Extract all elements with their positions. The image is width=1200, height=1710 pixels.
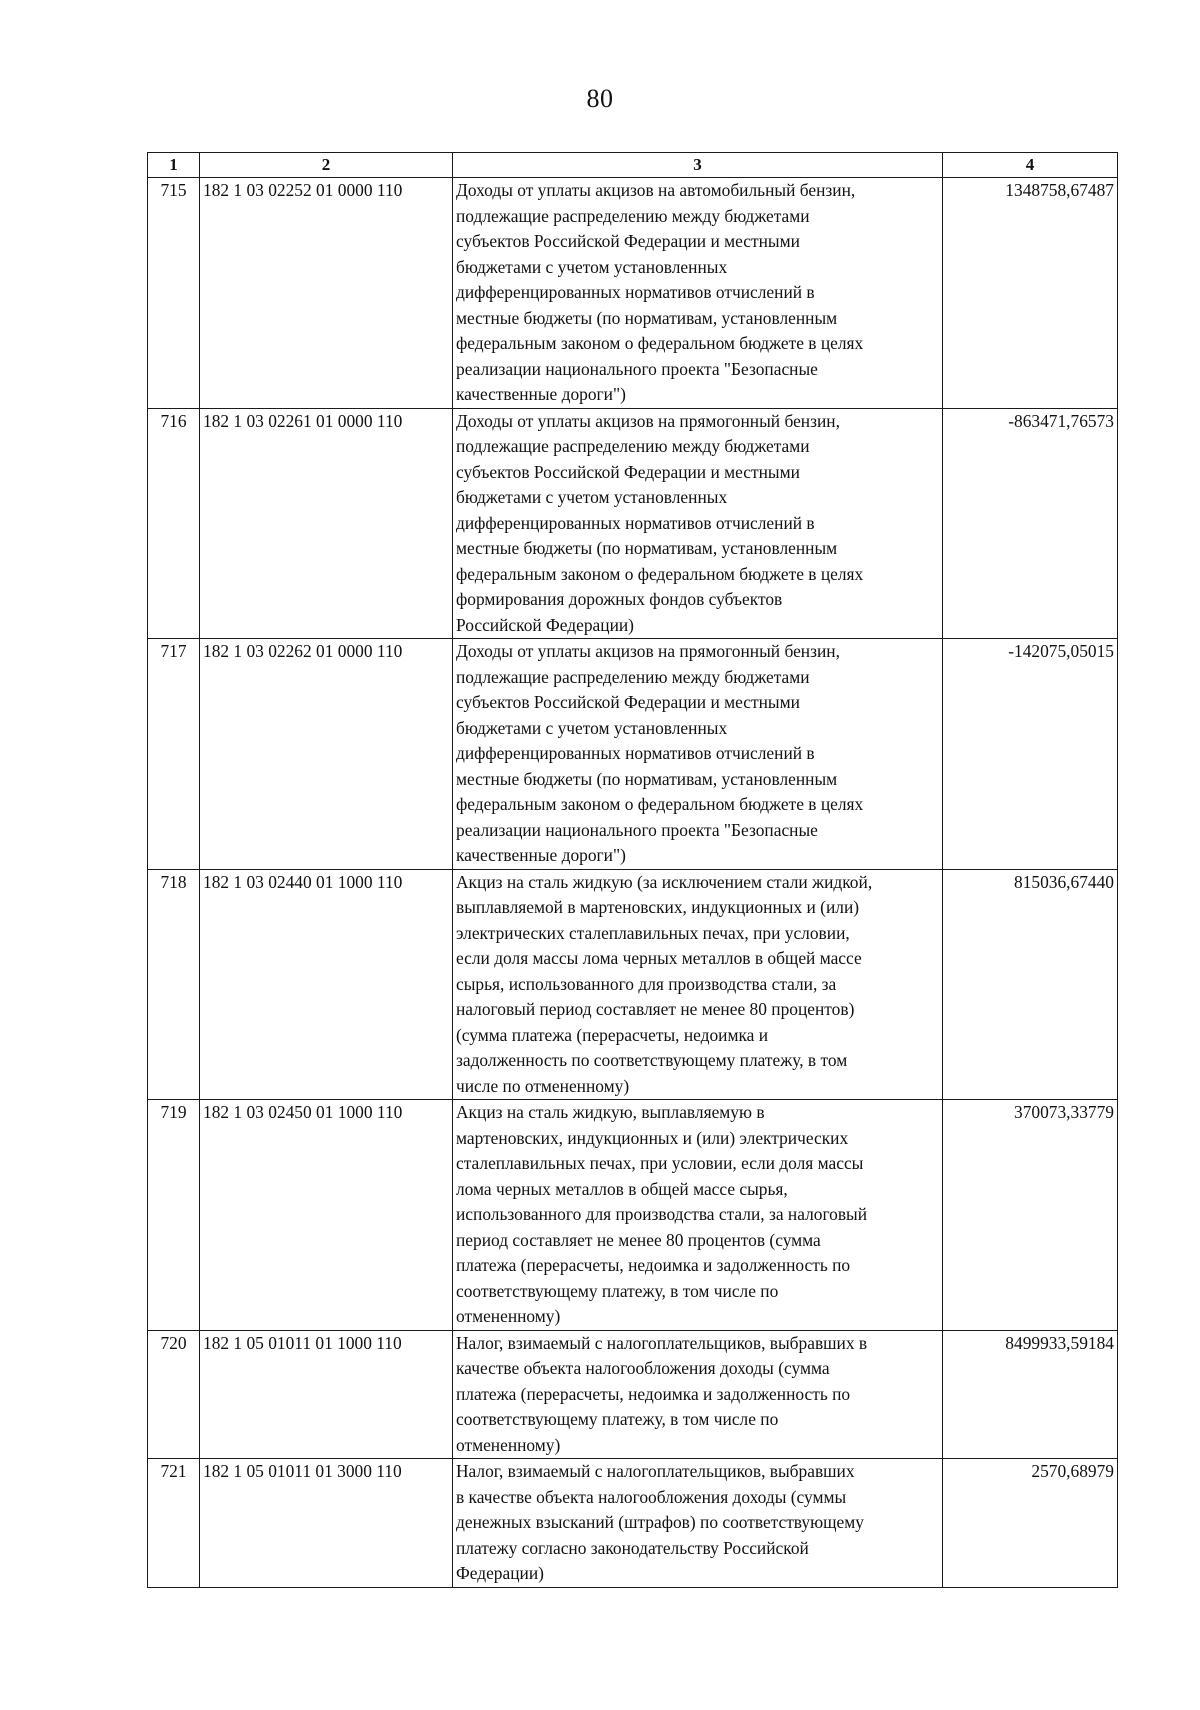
- description-cell: [453, 1100, 943, 1331]
- description-line: бюджетами с учетом установленных: [456, 717, 728, 738]
- description-line: Федерации): [456, 1563, 544, 1583]
- description-line: числе по отмененному): [456, 1075, 630, 1096]
- table-body: [148, 178, 1118, 1588]
- budget-code-cell: 182 1 03 02262 01 0000 110: [200, 639, 453, 870]
- description-line: местные бюджеты (по нормативам, установленным: [456, 768, 838, 789]
- description-line: субъектов Российской Федерации и местными: [456, 231, 800, 251]
- description-line: бюджетами с учетом установленных: [456, 487, 728, 507]
- budget-code-cell: 182 1 03 02252 01 0000 110: [200, 178, 453, 409]
- description-line: (сумма платежа (перерасчеты, недоимка и: [456, 1024, 769, 1045]
- description-line: качественные дороги"): [456, 384, 626, 404]
- row-number-cell: 721: [148, 1459, 200, 1588]
- description-line: использованного для производства стали, за налоговый: [456, 1204, 868, 1224]
- amount-cell: 1348758,67487: [943, 178, 1118, 409]
- row-number-cell: 719: [148, 1100, 200, 1331]
- description-line: Акциз на сталь жидкую (за исключением стали жидкой,: [456, 871, 873, 892]
- description-line: период составляет не менее 80 процентов (сумма: [456, 1229, 821, 1250]
- description-line: подлежащие распределению между бюджетами: [456, 666, 810, 687]
- table-row: [148, 1330, 1118, 1459]
- amount-cell: -142075,05015: [943, 639, 1118, 870]
- description-line: сталеплавильных печах, при условии, если доля массы: [456, 1153, 864, 1173]
- description-cell: [453, 178, 943, 409]
- table-row: [148, 178, 1118, 409]
- description-line: Налог, взимаемый с налогоплательщиков, выбравших в: [456, 1332, 868, 1353]
- description-line: задолженность по соответствующему платежу, в том: [456, 1050, 848, 1070]
- table-row: [148, 639, 1118, 870]
- description-line: федеральным законом о федеральном бюджете в целях: [456, 794, 864, 814]
- description-line: федеральным законом о федеральном бюджете в целях: [456, 563, 864, 584]
- amount-cell: 2570,68979: [943, 1459, 1118, 1588]
- budget-code-cell: 182 1 05 01011 01 1000 110: [200, 1330, 453, 1459]
- description-line: соответствующему платежу, в том числе по: [456, 1409, 779, 1429]
- description-line: Доходы от уплаты акцизов на автомобильный бензин,: [456, 180, 856, 200]
- description-line: подлежащие распределению между бюджетами: [456, 436, 810, 456]
- description-line: платежа (перерасчеты, недоимка и задолженность по: [456, 1255, 851, 1275]
- description-cell: [453, 408, 943, 639]
- description-line: формирования дорожных фондов субъектов: [456, 589, 783, 609]
- amount-cell: 370073,33779: [943, 1100, 1118, 1331]
- description-line: бюджетами с учетом установленных: [456, 256, 728, 277]
- row-number-cell: 717: [148, 639, 200, 870]
- description-line: соответствующему платежу, в том числе по: [456, 1280, 779, 1301]
- budget-code-cell: 182 1 03 02450 01 1000 110: [200, 1100, 453, 1331]
- description-line: реализации национального проекта "Безопасные: [456, 819, 818, 840]
- amount-cell: -863471,76573: [943, 408, 1118, 639]
- description-line: налоговый период составляет не менее 80 процентов): [456, 999, 855, 1019]
- description-cell: [453, 639, 943, 870]
- column-header-1: 1: [148, 153, 200, 178]
- table-row: [148, 408, 1118, 639]
- budget-code-cell: 182 1 05 01011 01 3000 110: [200, 1459, 453, 1588]
- description-line: Доходы от уплаты акцизов на прямогонный бензин,: [456, 410, 840, 431]
- description-line: если доля массы лома черных металлов в общей массе: [456, 948, 862, 968]
- description-line: выплавляемой в мартеновских, индукционных и (или): [456, 897, 860, 917]
- description-line: электрических сталеплавильных печах, при условии,: [456, 922, 850, 943]
- budget-code-cell: 182 1 03 02261 01 0000 110: [200, 408, 453, 639]
- row-number-cell: 718: [148, 869, 200, 1100]
- description-line: в качестве объекта налогообложения доходы (суммы: [456, 1486, 847, 1507]
- description-line: Доходы от уплаты акцизов на прямогонный бензин,: [456, 641, 840, 661]
- description-line: денежных взысканий (штрафов) по соответствующему: [456, 1512, 864, 1532]
- description-line: субъектов Российской Федерации и местными: [456, 692, 800, 712]
- row-number-cell: 720: [148, 1330, 200, 1459]
- description-line: подлежащие распределению между бюджетами: [456, 205, 810, 226]
- revenue-table: [147, 152, 1118, 1588]
- table-header-row: [148, 153, 1118, 178]
- description-line: лома черных металлов в общей массе сырья,: [456, 1178, 788, 1199]
- description-line: платежа (перерасчеты, недоимка и задолженность по: [456, 1383, 851, 1404]
- description-line: платежу согласно законодательству Российской: [456, 1537, 809, 1558]
- description-line: качестве объекта налогообложения доходы (сумма: [456, 1358, 830, 1378]
- description-line: отмененному): [456, 1306, 561, 1326]
- description-line: реализации национального проекта "Безопасные: [456, 358, 818, 379]
- column-header-3: 3: [453, 153, 943, 178]
- description-line: Российской Федерации): [456, 614, 634, 635]
- amount-cell: 815036,67440: [943, 869, 1118, 1100]
- description-line: местные бюджеты (по нормативам, установленным: [456, 538, 838, 558]
- page-number: 80: [586, 84, 614, 113]
- description-line: качественные дороги"): [456, 845, 626, 865]
- table-row: [148, 869, 1118, 1100]
- description-line: отмененному): [456, 1434, 561, 1455]
- description-line: местные бюджеты (по нормативам, установленным: [456, 307, 838, 328]
- amount-cell: 8499933,59184: [943, 1330, 1118, 1459]
- description-line: дифференцированных нормативов отчислений в: [456, 743, 815, 763]
- table-row: [148, 1100, 1118, 1331]
- budget-code-cell: 182 1 03 02440 01 1000 110: [200, 869, 453, 1100]
- description-line: сырья, использованного для производства стали, за: [456, 973, 837, 994]
- column-header-2: 2: [200, 153, 453, 178]
- description-line: дифференцированных нормативов отчислений в: [456, 282, 815, 302]
- row-number-cell: 716: [148, 408, 200, 639]
- description-cell: [453, 1330, 943, 1459]
- description-line: субъектов Российской Федерации и местными: [456, 461, 800, 482]
- description-line: Налог, взимаемый с налогоплательщиков, выбравших: [456, 1461, 855, 1481]
- description-line: Акциз на сталь жидкую, выплавляемую в: [456, 1102, 765, 1122]
- table-row: [148, 1459, 1118, 1588]
- description-line: мартеновских, индукционных и (или) электрических: [456, 1127, 849, 1148]
- description-line: федеральным законом о федеральном бюджете в целях: [456, 333, 864, 353]
- description-cell: [453, 869, 943, 1100]
- column-header-4: 4: [943, 153, 1118, 178]
- row-number-cell: 715: [148, 178, 200, 409]
- description-cell: [453, 1459, 943, 1588]
- description-line: дифференцированных нормативов отчислений в: [456, 512, 815, 533]
